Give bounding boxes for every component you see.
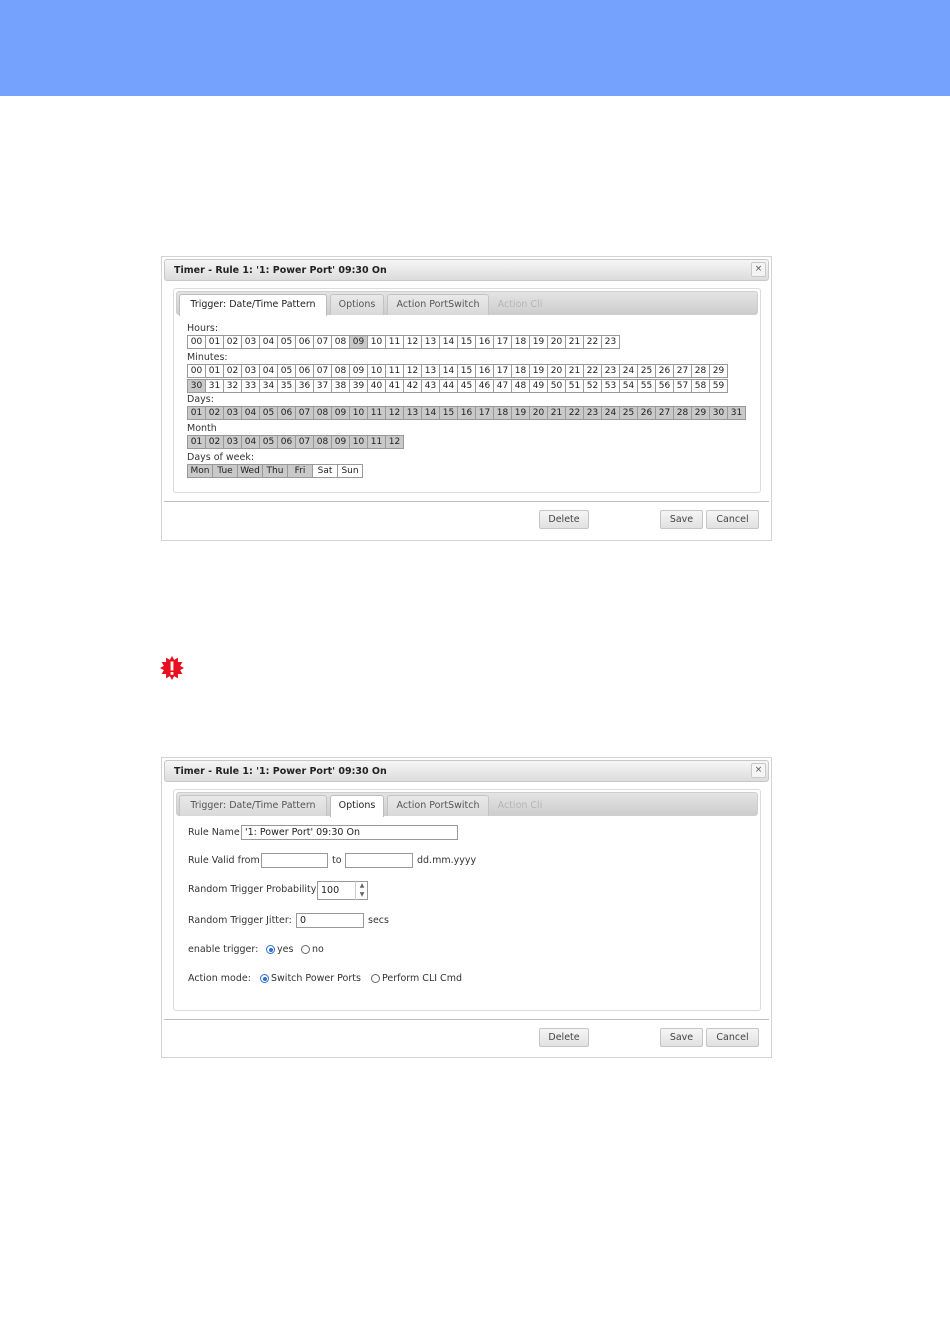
days-cell-05[interactable]: 05 xyxy=(259,406,278,420)
months-cell-11[interactable]: 11 xyxy=(367,435,386,449)
days-cell-24[interactable]: 24 xyxy=(601,406,620,420)
cancel-button[interactable]: Cancel xyxy=(706,510,759,529)
rule-name-label: Rule Name xyxy=(188,827,240,838)
minutes_row2-cell-52[interactable]: 52 xyxy=(583,379,602,393)
minutes_row1-cell-28[interactable]: 28 xyxy=(691,364,710,378)
days-selector xyxy=(187,406,745,420)
days-cell-17[interactable]: 17 xyxy=(475,406,494,420)
days-of-week-selector xyxy=(187,464,362,478)
minutes_row2-cell-58[interactable]: 58 xyxy=(691,379,710,393)
cancel-button[interactable]: Cancel xyxy=(706,1028,759,1047)
minutes_row1-cell-25[interactable]: 25 xyxy=(637,364,656,378)
minutes_row2-cell-46[interactable]: 46 xyxy=(475,379,494,393)
hours-cell-04[interactable]: 04 xyxy=(259,335,278,349)
minutes_row1-cell-17[interactable]: 17 xyxy=(493,364,512,378)
hours-cell-20[interactable]: 20 xyxy=(547,335,566,349)
days-cell-22[interactable]: 22 xyxy=(565,406,584,420)
month-label: Month xyxy=(187,423,217,434)
days-cell-04[interactable]: 04 xyxy=(241,406,260,420)
minutes_row2-cell-36[interactable]: 36 xyxy=(295,379,314,393)
valid-to-input[interactable] xyxy=(345,853,413,868)
hours-cell-05[interactable]: 05 xyxy=(277,335,296,349)
hours-cell-17[interactable]: 17 xyxy=(493,335,512,349)
minutes_row2-cell-54[interactable]: 54 xyxy=(619,379,638,393)
month-selector xyxy=(187,435,403,449)
hours-cell-11[interactable]: 11 xyxy=(385,335,404,349)
dow-cell-mon[interactable]: Mon xyxy=(187,464,213,478)
close-icon[interactable]: × xyxy=(751,763,766,778)
minutes_row2-cell-50[interactable]: 50 xyxy=(547,379,566,393)
months-cell-09[interactable]: 09 xyxy=(331,435,350,449)
months-cell-04[interactable]: 04 xyxy=(241,435,260,449)
tab-action-portswitch[interactable]: Action PortSwitch xyxy=(387,294,489,315)
minutes_row2-cell-30[interactable]: 30 xyxy=(187,379,206,393)
tab-bar xyxy=(176,792,758,816)
minutes_row1-cell-18[interactable]: 18 xyxy=(511,364,530,378)
minutes_row1-cell-26[interactable]: 26 xyxy=(655,364,674,378)
rule-name-input[interactable]: '1: Power Port' 09:30 On xyxy=(241,825,458,840)
jitter-input[interactable]: 0 xyxy=(296,913,364,928)
dow-cell-sat[interactable]: Sat xyxy=(312,464,338,478)
dialog-content xyxy=(173,789,761,1011)
timer-rule-dialog-options xyxy=(161,757,772,1058)
tab-trigger-datetime[interactable]: Trigger: Date/Time Pattern xyxy=(179,294,327,316)
dow-cell-wed[interactable]: Wed xyxy=(237,464,263,478)
hours-cell-12[interactable]: 12 xyxy=(403,335,422,349)
hours-cell-08[interactable]: 08 xyxy=(331,335,350,349)
months-cell-07[interactable]: 07 xyxy=(295,435,314,449)
months-cell-01[interactable]: 01 xyxy=(187,435,206,449)
minutes_row1-cell-16[interactable]: 16 xyxy=(475,364,494,378)
tab-action-cli: Action Cli xyxy=(497,800,543,811)
enable-trigger-label: enable trigger: xyxy=(188,944,259,955)
timer-rule-dialog-trigger xyxy=(161,256,772,541)
warning-burst-icon xyxy=(160,656,184,680)
tab-options[interactable]: Options xyxy=(330,795,384,817)
minutes_row1-cell-24[interactable]: 24 xyxy=(619,364,638,378)
jitter-unit: secs xyxy=(368,915,389,926)
days-cell-09[interactable]: 09 xyxy=(331,406,350,420)
months-cell-02[interactable]: 02 xyxy=(205,435,224,449)
minutes_row1-cell-12[interactable]: 12 xyxy=(403,364,422,378)
minutes_row1-cell-22[interactable]: 22 xyxy=(583,364,602,378)
minutes_row2-cell-48[interactable]: 48 xyxy=(511,379,530,393)
days-cell-08[interactable]: 08 xyxy=(313,406,332,420)
minutes_row2-cell-57[interactable]: 57 xyxy=(673,379,692,393)
months-cell-10[interactable]: 10 xyxy=(349,435,368,449)
days-cell-26[interactable]: 26 xyxy=(637,406,656,420)
minutes_row1-cell-01[interactable]: 01 xyxy=(205,364,224,378)
hours-cell-21[interactable]: 21 xyxy=(565,335,584,349)
hours-cell-02[interactable]: 02 xyxy=(223,335,242,349)
enable-no-radio[interactable] xyxy=(301,945,310,954)
tab-trigger-datetime[interactable]: Trigger: Date/Time Pattern xyxy=(179,795,327,816)
enable-yes-radio[interactable] xyxy=(266,945,275,954)
days-cell-25[interactable]: 25 xyxy=(619,406,638,420)
minutes_row2-cell-59[interactable]: 59 xyxy=(709,379,728,393)
days-cell-06[interactable]: 06 xyxy=(277,406,296,420)
minutes-selector-row2 xyxy=(187,379,727,393)
dialog-content xyxy=(173,288,761,493)
minutes_row2-cell-32[interactable]: 32 xyxy=(223,379,242,393)
delete-button[interactable]: Delete xyxy=(539,510,589,529)
hours-label: Hours: xyxy=(187,323,219,334)
days-cell-07[interactable]: 07 xyxy=(295,406,314,420)
minutes_row1-cell-08[interactable]: 08 xyxy=(331,364,350,378)
minutes_row2-cell-45[interactable]: 45 xyxy=(457,379,476,393)
close-icon[interactable]: × xyxy=(751,262,766,277)
minutes_row1-cell-15[interactable]: 15 xyxy=(457,364,476,378)
days-cell-14[interactable]: 14 xyxy=(421,406,440,420)
minutes_row2-cell-39[interactable]: 39 xyxy=(349,379,368,393)
jitter-label: Random Trigger Jitter: xyxy=(188,915,292,926)
hours-cell-22[interactable]: 22 xyxy=(583,335,602,349)
days-cell-30[interactable]: 30 xyxy=(709,406,728,420)
minutes_row1-cell-21[interactable]: 21 xyxy=(565,364,584,378)
days-cell-31[interactable]: 31 xyxy=(727,406,746,420)
days-cell-02[interactable]: 02 xyxy=(205,406,224,420)
days-cell-11[interactable]: 11 xyxy=(367,406,386,420)
hours-cell-01[interactable]: 01 xyxy=(205,335,224,349)
enable-no-label: no xyxy=(312,944,324,955)
delete-button[interactable]: Delete xyxy=(539,1028,589,1047)
minutes_row2-cell-42[interactable]: 42 xyxy=(403,379,422,393)
minutes_row1-cell-13[interactable]: 13 xyxy=(421,364,440,378)
hours-cell-10[interactable]: 10 xyxy=(367,335,386,349)
hours-cell-18[interactable]: 18 xyxy=(511,335,530,349)
minutes_row2-cell-41[interactable]: 41 xyxy=(385,379,404,393)
date-format-hint: dd.mm.yyyy xyxy=(417,855,477,866)
action-switch-radio[interactable] xyxy=(260,974,269,983)
days-cell-28[interactable]: 28 xyxy=(673,406,692,420)
months-cell-12[interactable]: 12 xyxy=(385,435,404,449)
minutes_row2-cell-37[interactable]: 37 xyxy=(313,379,332,393)
probability-label: Random Trigger Probability xyxy=(188,884,317,895)
enable-yes-label: yes xyxy=(277,944,294,955)
minutes_row1-cell-10[interactable]: 10 xyxy=(367,364,386,378)
dow-cell-sun[interactable]: Sun xyxy=(337,464,363,478)
minutes_row1-cell-11[interactable]: 11 xyxy=(385,364,404,378)
to-label: to xyxy=(332,855,342,866)
hours-cell-13[interactable]: 13 xyxy=(421,335,440,349)
rule-valid-from-label: Rule Valid from xyxy=(188,855,260,866)
minutes_row1-cell-05[interactable]: 05 xyxy=(277,364,296,378)
months-cell-08[interactable]: 08 xyxy=(313,435,332,449)
minutes_row1-cell-00[interactable]: 00 xyxy=(187,364,206,378)
probability-value: 100 xyxy=(321,885,340,896)
minutes_row1-cell-07[interactable]: 07 xyxy=(313,364,332,378)
days-label: Days: xyxy=(187,394,214,405)
minutes_row2-cell-33[interactable]: 33 xyxy=(241,379,260,393)
minutes_row2-cell-40[interactable]: 40 xyxy=(367,379,386,393)
months-cell-06[interactable]: 06 xyxy=(277,435,296,449)
minutes_row1-cell-09[interactable]: 09 xyxy=(349,364,368,378)
minutes_row1-cell-03[interactable]: 03 xyxy=(241,364,260,378)
dialog-title: Timer - Rule 1: '1: Power Port' 09:30 On xyxy=(164,760,769,782)
minutes-selector-row1 xyxy=(187,364,727,378)
days-cell-16[interactable]: 16 xyxy=(457,406,476,420)
save-button[interactable]: Save xyxy=(660,1028,703,1047)
minutes_row2-cell-55[interactable]: 55 xyxy=(637,379,656,393)
hours-cell-06[interactable]: 06 xyxy=(295,335,314,349)
spin-down-icon[interactable]: ▼ xyxy=(359,891,365,898)
minutes_row2-cell-34[interactable]: 34 xyxy=(259,379,278,393)
tab-options[interactable]: Options xyxy=(330,294,384,315)
hours-cell-19[interactable]: 19 xyxy=(529,335,548,349)
dialog-separator xyxy=(164,501,769,502)
minutes_row2-cell-51[interactable]: 51 xyxy=(565,379,584,393)
tab-action-portswitch[interactable]: Action PortSwitch xyxy=(387,795,489,816)
probability-spinner[interactable] xyxy=(355,881,368,900)
hours-cell-09[interactable]: 09 xyxy=(349,335,368,349)
days-cell-21[interactable]: 21 xyxy=(547,406,566,420)
minutes_row2-cell-31[interactable]: 31 xyxy=(205,379,224,393)
minutes_row1-cell-19[interactable]: 19 xyxy=(529,364,548,378)
dow-cell-fri[interactable]: Fri xyxy=(287,464,313,478)
months-cell-03[interactable]: 03 xyxy=(223,435,242,449)
days-cell-20[interactable]: 20 xyxy=(529,406,548,420)
hours-cell-14[interactable]: 14 xyxy=(439,335,458,349)
days-cell-03[interactable]: 03 xyxy=(223,406,242,420)
minutes_row1-cell-27[interactable]: 27 xyxy=(673,364,692,378)
dialog-title: Timer - Rule 1: '1: Power Port' 09:30 On xyxy=(164,259,769,281)
action-switch-label: Switch Power Ports xyxy=(271,973,361,984)
days-cell-13[interactable]: 13 xyxy=(403,406,422,420)
minutes_row2-cell-38[interactable]: 38 xyxy=(331,379,350,393)
hours-cell-23[interactable]: 23 xyxy=(601,335,620,349)
days-cell-29[interactable]: 29 xyxy=(691,406,710,420)
minutes_row1-cell-23[interactable]: 23 xyxy=(601,364,620,378)
days-cell-15[interactable]: 15 xyxy=(439,406,458,420)
hours-cell-15[interactable]: 15 xyxy=(457,335,476,349)
minutes_row2-cell-47[interactable]: 47 xyxy=(493,379,512,393)
minutes_row1-cell-02[interactable]: 02 xyxy=(223,364,242,378)
hours-cell-16[interactable]: 16 xyxy=(475,335,494,349)
days-cell-18[interactable]: 18 xyxy=(493,406,512,420)
days-cell-23[interactable]: 23 xyxy=(583,406,602,420)
dow-cell-thu[interactable]: Thu xyxy=(262,464,288,478)
minutes_row2-cell-53[interactable]: 53 xyxy=(601,379,620,393)
days-of-week-label: Days of week: xyxy=(187,452,255,463)
minutes_row2-cell-43[interactable]: 43 xyxy=(421,379,440,393)
hours-cell-00[interactable]: 00 xyxy=(187,335,206,349)
save-button[interactable]: Save xyxy=(660,510,703,529)
action-mode-label: Action mode: xyxy=(188,973,251,984)
hours-selector xyxy=(187,335,619,349)
days-cell-01[interactable]: 01 xyxy=(187,406,206,420)
minutes_row1-cell-29[interactable]: 29 xyxy=(709,364,728,378)
minutes_row1-cell-14[interactable]: 14 xyxy=(439,364,458,378)
minutes_row2-cell-35[interactable]: 35 xyxy=(277,379,296,393)
tab-action-cli: Action Cli xyxy=(497,299,543,310)
minutes_row1-cell-04[interactable]: 04 xyxy=(259,364,278,378)
days-cell-12[interactable]: 12 xyxy=(385,406,404,420)
spin-up-icon[interactable]: ▲ xyxy=(359,882,365,889)
minutes_row2-cell-49[interactable]: 49 xyxy=(529,379,548,393)
months-cell-05[interactable]: 05 xyxy=(259,435,278,449)
hours-cell-07[interactable]: 07 xyxy=(313,335,332,349)
valid-from-input[interactable] xyxy=(261,853,328,868)
minutes_row2-cell-44[interactable]: 44 xyxy=(439,379,458,393)
tab-bar xyxy=(176,291,758,315)
minutes_row1-cell-20[interactable]: 20 xyxy=(547,364,566,378)
days-cell-27[interactable]: 27 xyxy=(655,406,674,420)
days-cell-19[interactable]: 19 xyxy=(511,406,530,420)
hours-cell-03[interactable]: 03 xyxy=(241,335,260,349)
action-cli-radio[interactable] xyxy=(371,974,380,983)
minutes_row2-cell-56[interactable]: 56 xyxy=(655,379,674,393)
action-cli-label: Perform CLI Cmd xyxy=(382,973,462,984)
minutes-label: Minutes: xyxy=(187,352,228,363)
days-cell-10[interactable]: 10 xyxy=(349,406,368,420)
dow-cell-tue[interactable]: Tue xyxy=(212,464,238,478)
minutes_row1-cell-06[interactable]: 06 xyxy=(295,364,314,378)
top-banner xyxy=(0,0,950,96)
dialog-separator xyxy=(164,1019,769,1020)
